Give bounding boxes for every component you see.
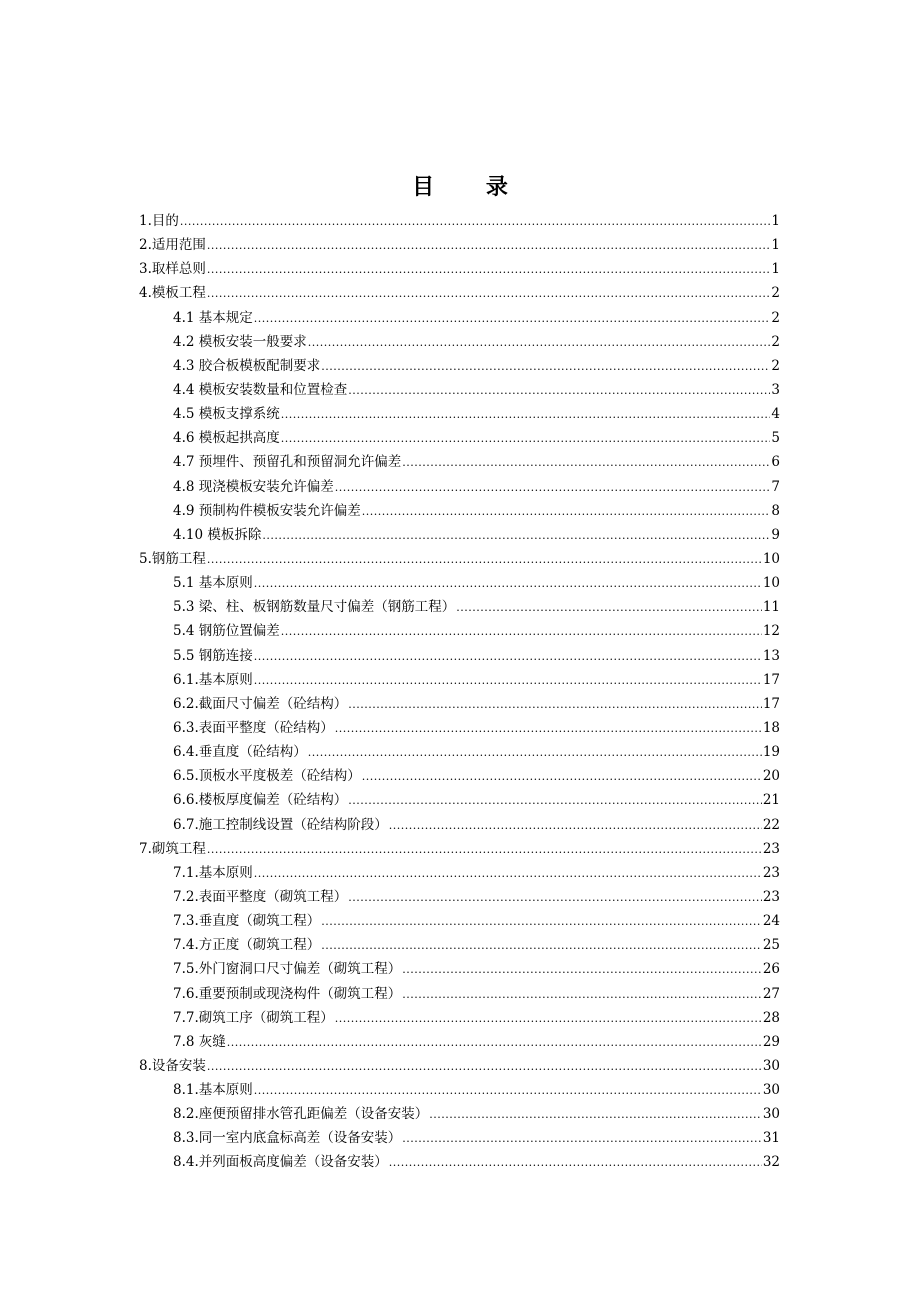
toc-entry-page-number: 23 [762,888,780,905]
toc-entry-page-number: 12 [762,623,780,640]
toc-dot-leader [227,1031,762,1055]
toc-entry[interactable] [139,1102,780,1126]
toc-entry[interactable] [139,885,780,909]
toc-entry-page-number: 21 [762,792,780,809]
toc-entry-label: 8.3.同一室内底盒标高差（设备安装） [173,1130,402,1147]
page-title: 目 录 [412,174,530,200]
toc-entry[interactable] [139,378,780,402]
toc-entry-page-number: 27 [762,985,780,1002]
toc-entry-label: 6.6.楼板厚度偏差（砼结构） [173,792,348,809]
toc-entry-label: 7.6.重要预制或现浇构件（砌筑工程） [173,985,402,1002]
toc-entry-label: 7.7.砌筑工序（砌筑工程） [173,1009,334,1026]
toc-entry-page-number: 9 [771,526,780,543]
toc-dot-leader [321,355,770,379]
toc-dot-leader [402,983,762,1007]
toc-entry[interactable] [139,209,780,233]
toc-entry[interactable] [139,402,780,426]
toc-dot-leader [335,1007,762,1031]
toc-list [139,209,780,1175]
toc-entry-label: 6.3.表面平整度（砼结构） [173,719,334,736]
toc-entry-page-number: 20 [762,768,780,785]
toc-entry-page-number: 2 [771,357,780,374]
toc-entry[interactable] [139,982,780,1006]
toc-dot-leader [262,524,770,548]
toc-dot-leader [254,1079,762,1103]
toc-entry-label: 6.2.截面尺寸偏差（砼结构） [173,695,348,712]
toc-dot-leader [207,1055,762,1079]
toc-dot-leader [348,693,762,717]
toc-dot-leader [254,307,771,331]
toc-entry[interactable] [139,909,780,933]
toc-entry-page-number: 13 [762,647,780,664]
toc-entry[interactable] [139,957,780,981]
toc-entry-page-number: 31 [762,1130,780,1147]
toc-dot-leader [308,331,771,355]
toc-entry-label: 4.3 胶合板模板配制要求 [173,357,321,374]
toc-dot-leader [254,645,762,669]
toc-entry-page-number: 7 [771,478,780,495]
toc-entry-page-number: 1 [771,213,780,229]
toc-entry-label: 6.1.基本原则 [173,671,253,688]
toc-entry-page-number: 23 [762,864,780,881]
toc-entry[interactable] [139,644,780,668]
toc-entry-label: 6.4.垂直度（砼结构） [173,744,307,761]
toc-entry-label: 7.5.外门窗洞口尺寸偏差（砌筑工程） [173,961,402,978]
toc-entry[interactable] [139,281,780,305]
toc-entry-label: 7.1.基本原则 [173,864,253,881]
toc-entry-label: 4.9 预制构件模板安装允许偏差 [173,502,361,519]
toc-dot-leader [362,500,771,524]
toc-entry[interactable] [139,837,780,861]
toc-dot-leader [281,403,771,427]
toc-entry-label: 4.4 模板安装数量和位置检查 [173,381,348,398]
toc-entry-label: 4.7 预埋件、预留孔和预留洞允许偏差 [173,454,402,471]
toc-entry[interactable] [139,475,780,499]
toc-entry-label: 4.10 模板拆除 [173,526,262,543]
toc-dot-leader [281,620,762,644]
toc-entry-label: 8.1.基本原则 [173,1082,253,1099]
toc-dot-leader [207,258,771,282]
toc-entry[interactable] [139,861,780,885]
toc-entry[interactable] [139,619,780,643]
toc-entry[interactable] [139,788,780,812]
toc-entry-page-number: 3 [771,381,780,398]
toc-entry-label: 4.模板工程 [139,285,206,302]
toc-entry[interactable] [139,257,780,281]
toc-entry-label: 4.1 基本规定 [173,309,253,326]
toc-entry-page-number: 29 [762,1033,780,1050]
toc-dot-leader [389,814,762,838]
toc-entry-label: 1.目的 [139,213,179,229]
toc-dot-leader [429,1103,762,1127]
toc-entry-label: 6.5.顶板水平度极差（砼结构） [173,768,361,785]
toc-entry-label: 5.钢筋工程 [139,550,206,567]
toc-entry[interactable] [139,499,780,523]
toc-entry-label: 8.设备安装 [139,1057,206,1074]
toc-entry-label: 4.5 模板支撑系统 [173,406,280,423]
toc-entry[interactable] [139,1030,780,1054]
toc-entry-page-number: 10 [762,550,780,567]
toc-entry-label: 7.8 灰缝 [173,1033,226,1050]
toc-entry-page-number: 17 [762,695,780,712]
toc-entry-page-number: 30 [762,1057,780,1074]
toc-entry-page-number: 17 [762,671,780,688]
toc-entry-label: 5.3 梁、柱、板钢筋数量尺寸偏差（钢筋工程） [173,599,456,616]
toc-entry-page-number: 30 [762,1106,780,1123]
toc-entry[interactable] [139,354,780,378]
toc-entry[interactable] [139,933,780,957]
toc-entry[interactable] [139,764,780,788]
toc-entry[interactable] [139,813,780,837]
toc-entry[interactable] [139,1126,780,1150]
toc-entry-label: 5.4 钢筋位置偏差 [173,623,280,640]
toc-entry-page-number: 2 [771,333,780,350]
toc-entry-page-number: 11 [762,599,780,616]
toc-entry-page-number: 19 [762,744,780,761]
toc-dot-leader [389,1151,762,1175]
toc-entry[interactable] [139,233,780,257]
toc-entry-page-number: 10 [762,575,780,592]
toc-entry-page-number: 30 [762,1082,780,1099]
toc-dot-leader [254,862,762,886]
toc-dot-leader [207,838,762,862]
toc-dot-leader [207,548,762,572]
toc-dot-leader [254,572,762,596]
toc-dot-leader [321,910,762,934]
toc-entry-label: 8.4.并列面板高度偏差（设备安装） [173,1154,388,1171]
toc-entry-label: 6.7.施工控制线设置（砼结构阶段） [173,816,388,833]
toc-entry-page-number: 2 [771,285,780,302]
toc-entry[interactable] [139,306,780,330]
toc-entry-label: 4.2 模板安装一般要求 [173,333,307,350]
toc-entry[interactable] [139,523,780,547]
toc-entry-page-number: 2 [771,309,780,326]
toc-entry[interactable] [139,450,780,474]
toc-entry[interactable] [139,1150,780,1174]
toc-entry-page-number: 22 [762,816,780,833]
toc-dot-leader [335,717,762,741]
toc-entry[interactable] [139,1054,780,1078]
toc-entry[interactable] [139,330,780,354]
toc-entry-page-number: 28 [762,1009,780,1026]
toc-dot-leader [207,282,771,306]
toc-dot-leader [308,741,762,765]
toc-entry-page-number: 23 [762,840,780,857]
toc-entry-label: 2.适用范围 [139,237,206,254]
toc-entry-page-number: 6 [771,454,780,471]
toc-entry[interactable] [139,716,780,740]
toc-entry-page-number: 4 [771,406,780,423]
toc-entry-page-number: 1 [771,237,780,254]
toc-entry-label: 4.6 模板起拱高度 [173,430,280,447]
toc-entry-page-number: 5 [771,430,780,447]
toc-dot-leader [207,234,771,258]
toc-entry-label: 4.8 现浇模板安装允许偏差 [173,478,334,495]
toc-entry-label: 7.砌筑工程 [139,840,206,857]
toc-entry-page-number: 18 [762,719,780,736]
toc-entry-page-number: 24 [762,913,780,930]
toc-entry[interactable] [139,1078,780,1102]
toc-dot-leader [402,958,762,982]
toc-entry-label: 7.3.垂直度（砌筑工程） [173,913,321,930]
toc-entry-label: 3.取样总则 [139,261,206,278]
toc-entry[interactable] [139,595,780,619]
toc-entry-label: 5.1 基本原则 [173,575,253,592]
toc-entry[interactable] [139,692,780,716]
toc-entry[interactable] [139,547,780,571]
toc-entry-page-number: 26 [762,961,780,978]
toc-entry[interactable] [139,1006,780,1030]
toc-dot-leader [362,765,762,789]
toc-dot-leader [402,1127,762,1151]
toc-dot-leader [335,476,771,500]
toc-entry[interactable] [139,668,780,692]
toc-entry-page-number: 32 [762,1154,780,1171]
toc-dot-leader [254,669,762,693]
toc-entry-page-number: 8 [771,502,780,519]
toc-entry[interactable] [139,571,780,595]
toc-dot-leader [348,886,762,910]
toc-dot-leader [402,451,770,475]
toc-entry-label: 5.5 钢筋连接 [173,647,253,664]
toc-entry-label: 7.4.方正度（砌筑工程） [173,937,321,954]
toc-entry[interactable] [139,740,780,764]
toc-dot-leader [456,596,762,620]
toc-entry-page-number: 25 [762,937,780,954]
toc-dot-leader [348,379,770,403]
toc-entry-page-number: 1 [771,261,780,278]
toc-dot-leader [321,934,762,958]
toc-entry-label: 8.2.座便预留排水管孔距偏差（设备安装） [173,1106,429,1123]
toc-entry[interactable] [139,426,780,450]
toc-entry-label: 7.2.表面平整度（砌筑工程） [173,888,348,905]
toc-dot-leader [281,427,771,451]
toc-dot-leader [348,789,762,813]
toc-dot-leader [180,210,771,234]
